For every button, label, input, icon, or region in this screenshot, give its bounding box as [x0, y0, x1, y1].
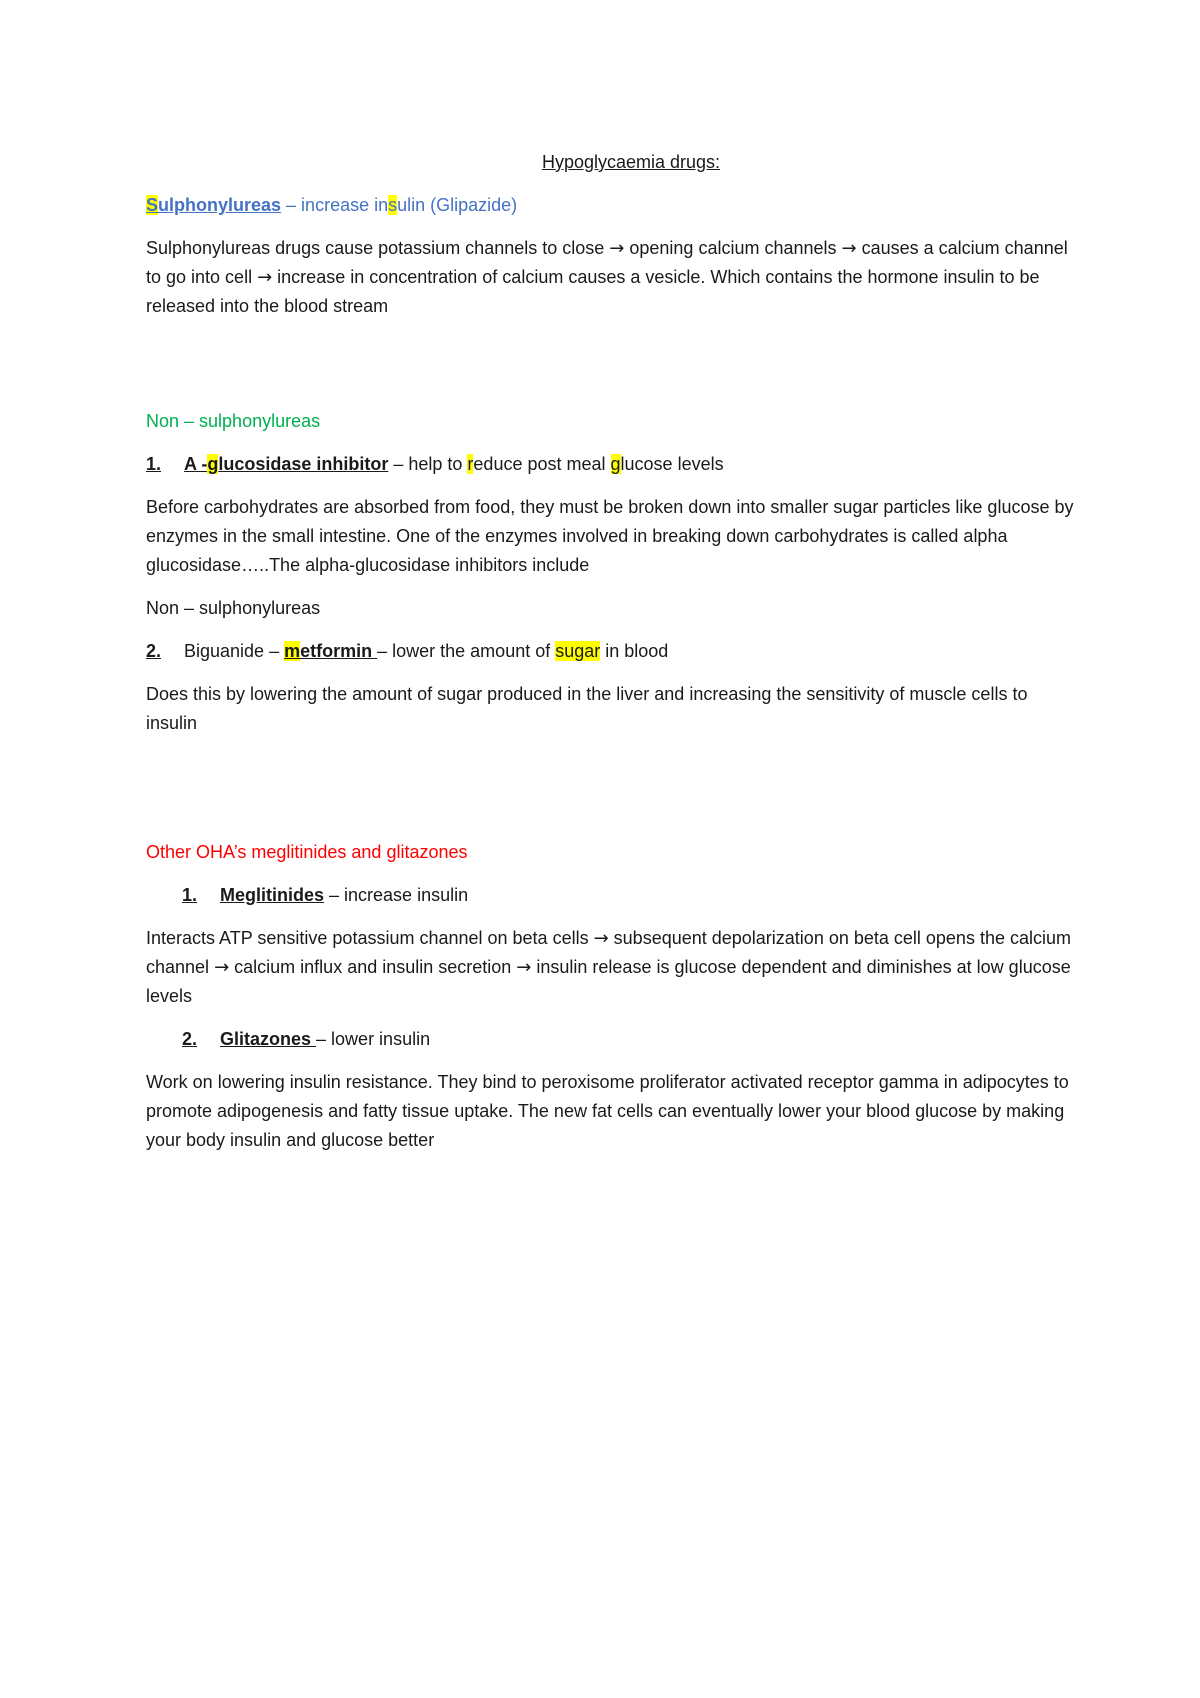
- glitazones-item: 2. Glitazones – lower insulin: [182, 1029, 431, 1049]
- highlight-mark: g: [610, 454, 621, 474]
- sulphonylureas-body: Sulphonylureas drugs cause potassium channels to close → opening calcium channels → causes a calcium channel to go into cell → increase in concentration of calcium causes a vesicle. Which contains the hormone insulin to be released into the blood stream: [146, 238, 1068, 316]
- arrow-right-icon: →: [214, 957, 230, 978]
- non-sulphonylureas-heading: Non – sulphonylureas: [146, 411, 321, 431]
- arrow-right-icon: →: [257, 267, 273, 288]
- highlight-mark: m: [284, 641, 301, 661]
- glitazones-body: Work on lowering insulin resistance. They bind to peroxisome proliferator activated receptor gamma in adipocytes to promote adipogenesis and fatty tissue uptake. The new fat cells can eventually lower your blood glucose by making your body insulin and glucose better: [146, 1072, 1069, 1150]
- biguanide-item: 2. Biguanide – metformin – lower the amount of sugar in blood: [146, 641, 669, 661]
- arrow-right-icon: →: [516, 957, 532, 978]
- alpha-glucosidase-body: Before carbohydrates are absorbed from food, they must be broken down into smaller sugar particles like glucose by enzymes in the small intestine. One of the enzymes involved in breaking down carbohydrates is called alpha glucosidase…..The alpha-glucosidase inhibitors include: [146, 497, 1074, 575]
- spacer: [146, 752, 1076, 838]
- biguanide-body: Does this by lowering the amount of sugar produced in the liver and increasing the sensitivity of muscle cells to insulin: [146, 684, 1028, 733]
- spacer: [146, 335, 1076, 407]
- meglitinides-body: Interacts ATP sensitive potassium channel on beta cells → subsequent depolarization on beta cell opens the calcium channel → calcium influx and insulin secretion → insulin release is glucose dependent and diminishes at low glucose levels: [146, 928, 1071, 1006]
- meglitinides-item: 1. Meglitinides – increase insulin: [182, 885, 469, 905]
- document-title: Hypoglycaemia drugs:: [541, 152, 721, 172]
- alpha-glucosidase-item: 1. A -glucosidase inhibitor – help to reduce post meal glucose levels: [146, 454, 724, 474]
- highlight-mark: s: [388, 195, 398, 215]
- document-page: [146, 148, 1076, 1169]
- highlight-mark: g: [207, 454, 219, 474]
- highlight-mark: S: [146, 195, 159, 215]
- arrow-right-icon: →: [841, 238, 857, 259]
- highlight-mark: r: [467, 454, 474, 474]
- arrow-right-icon: →: [609, 238, 625, 259]
- arrow-right-icon: →: [593, 928, 609, 949]
- non-sulphonylureas-subheading: Non – sulphonylureas: [146, 598, 321, 618]
- highlight-mark: sugar: [555, 641, 601, 661]
- sulphonylureas-heading: Sulphonylureas – increase insulin (Glipazide): [146, 195, 518, 215]
- other-oha-heading: Other OHA’s meglitinides and glitazones: [146, 842, 468, 862]
